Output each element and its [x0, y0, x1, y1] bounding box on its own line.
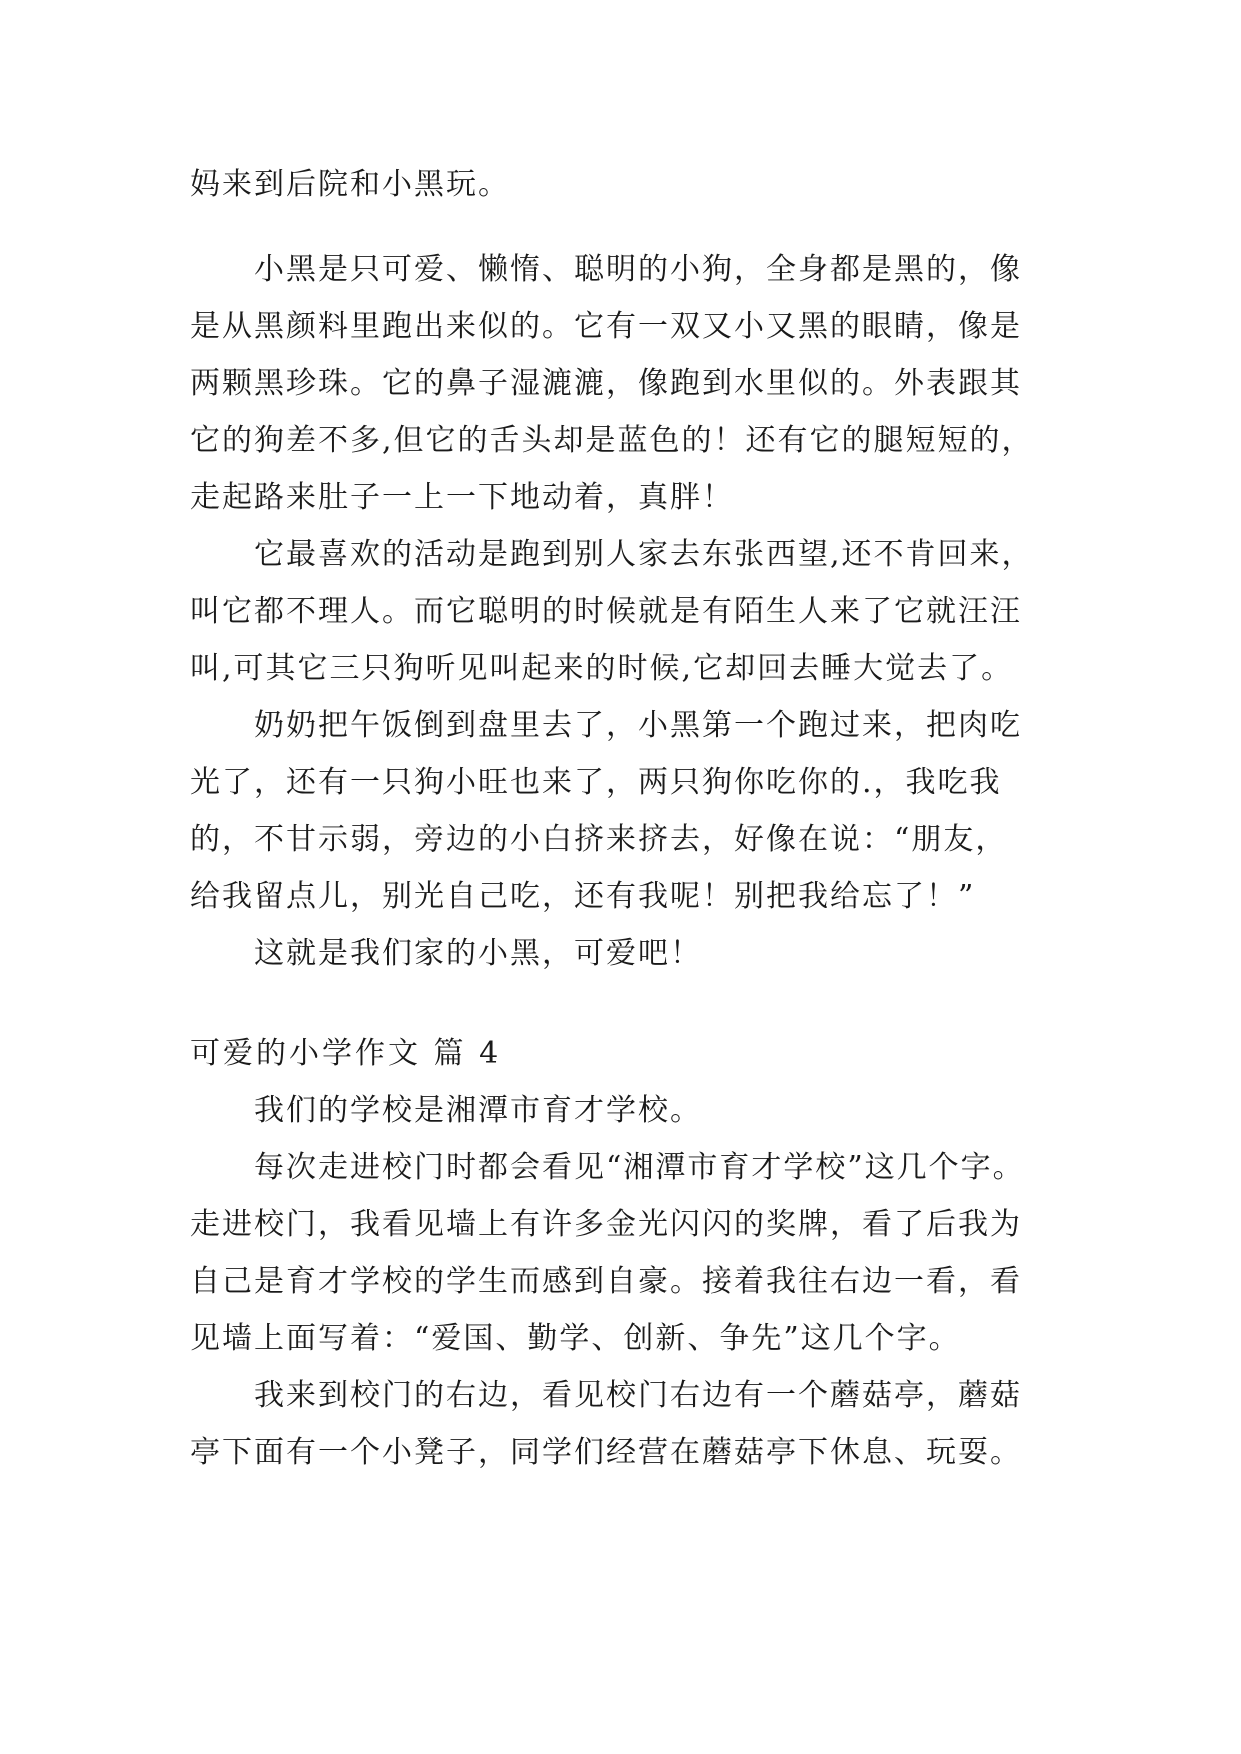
text-line: 走进校门，我看见墙上有许多金光闪闪的奖牌，看了后我为	[190, 1207, 1022, 1242]
text-line: 每次走进校门时都会看见“湘潭市育才学校”这几个字。	[254, 1150, 1025, 1185]
text-line: 妈来到后院和小黑玩。	[190, 167, 510, 202]
text-line: 走起路来肚子一上一下地动着，真胖！	[190, 480, 734, 515]
text-line: 这就是我们家的小黑，可爱吧！	[254, 936, 702, 971]
text-line: 小黑是只可爱、懒惰、聪明的小狗，全身都是黑的，像	[254, 252, 1022, 287]
text-line: 它的狗差不多,但它的舌头却是蓝色的！还有它的腿短短的，	[190, 423, 1034, 458]
text-line: 自己是育才学校的学生而感到自豪。接着我往右边一看，看	[190, 1264, 1022, 1299]
text-line: 给我留点儿，别光自己吃，还有我呢！别把我给忘了！”	[190, 879, 976, 914]
text-line: 我来到校门的右边，看见校门右边有一个蘑菇亭，蘑菇	[254, 1378, 1022, 1413]
text-line: 见墙上面写着：“爱国、勤学、创新、争先”这几个字。	[190, 1321, 961, 1356]
text-line: 我们的学校是湘潭市育才学校。	[254, 1093, 702, 1128]
text-line: 是从黑颜料里跑出来似的。它有一双又小又黑的眼睛，像是	[190, 309, 1022, 344]
text-line: 它最喜欢的活动是跑到别人家去东张西望,还不肯回来，	[254, 537, 1034, 572]
text-line: 两颗黑珍珠。它的鼻子湿漉漉，像跑到水里似的。外表跟其	[190, 366, 1022, 401]
text-line: 的，不甘示弱，旁边的小白挤来挤去，好像在说：“朋友，	[190, 822, 1008, 857]
text-line: 叫,可其它三只狗听见叫起来的时候,它却回去睡大觉去了。	[190, 651, 1014, 686]
section-heading: 可爱的小学作文 篇 4	[190, 1036, 502, 1071]
text-line: 光了，还有一只狗小旺也来了，两只狗你吃你的.，我吃我	[190, 765, 1002, 800]
text-line: 奶奶把午饭倒到盘里去了，小黑第一个跑过来，把肉吃	[254, 708, 1022, 743]
text-line: 叫它都不理人。而它聪明的时候就是有陌生人来了它就汪汪	[190, 594, 1022, 629]
text-line: 亭下面有一个小凳子，同学们经营在蘑菇亭下休息、玩耍。	[190, 1435, 1022, 1470]
